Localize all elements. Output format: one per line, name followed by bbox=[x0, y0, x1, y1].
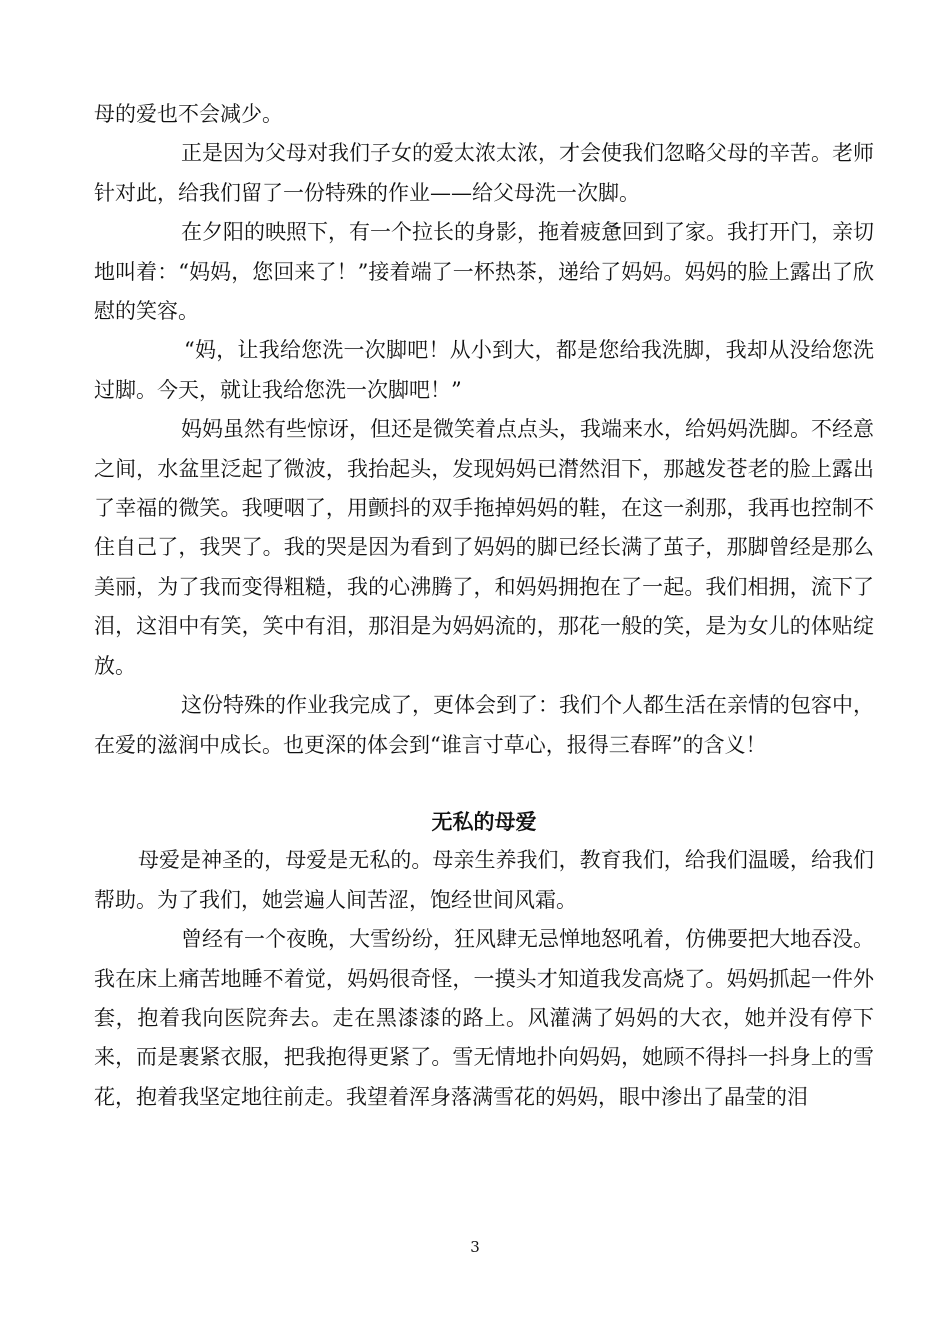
paragraph-conclusion: 这份特殊的作业我完成了，更体会到了：我们个人都生活在亲情的包容中，在爱的滋润中成长。也更深的体会到“谁言寸草心，报得三春晖”的含义！ bbox=[94, 693, 874, 757]
paragraph-snowy-night: 曾经有一个夜晚，大雪纷纷，狂风肆无忌惮地怒吼着，仿佛要把大地吞没。我在床上痛苦地睡不着觉，妈妈很奇怪，一摸头才知道我发高烧了。妈妈抓起一件外套，抱着我向医院奔去。走在黑漆漆的路上。风灌满了妈妈的大衣，她并没有停下来，而是裹紧衣服，把我抱得更紧了。雪无情地扑向妈妈，她顾不得抖一抖身上的雪花，抱着我坚定地往前走。我望着浑身落满雪花的妈妈，眼中渗出了晶莹的泪 bbox=[94, 927, 874, 1109]
document-page bbox=[94, 95, 874, 1117]
section-spacer bbox=[94, 765, 874, 802]
paragraph-washing-feet: 妈妈虽然有些惊讶，但还是微笑着点点头，我端来水，给妈妈洗脚。不经意之间，水盆里泛起了微波，我抬起头，发现妈妈已潸然泪下，那越发苍老的脸上露出了幸福的微笑。我哽咽了，用颤抖的双手拖掉妈妈的鞋，在这一刹那，我再也控制不住自己了，我哭了。我的哭是因为看到了妈妈的脚已经长满了茧子，那脚曾经是那么美丽，为了我而变得粗糙，我的心沸腾了，和妈妈拥抱在了一起。我们相拥，流下了泪，这泪中有笑，笑中有泪，那泪是为妈妈流的，那花一般的笑，是为女儿的体贴绽放。 bbox=[94, 417, 874, 678]
paragraph-continuation: 母的爱也不会减少。 bbox=[94, 102, 283, 126]
paragraph-intro: 母爱是神圣的，母爱是无私的。母亲生养我们，教育我们，给我们温暖，给我们帮助。为了我们，她尝遍人间苦涩，饱经世间风霜。 bbox=[94, 848, 874, 912]
section-title: 无私的母爱 bbox=[431, 808, 537, 834]
paragraph-dialogue: “妈，让我给您洗一次脚吧！从小到大，都是您给我洗脚，我却从没给您洗过脚。今天，就让我给您洗一次脚吧！” bbox=[94, 338, 874, 402]
paragraph-sunset: 在夕阳的映照下，有一个拉长的身影，拖着疲惫回到了家。我打开门，亲切地叫着：“妈妈，您回来了！”接着端了一杯热茶，递给了妈妈。妈妈的脸上露出了欣慰的笑容。 bbox=[94, 220, 874, 324]
paragraph-homework: 正是因为父母对我们子女的爱太浓太浓，才会使我们忽略父母的辛苦。老师针对此，给我们留了一份特殊的作业——给父母洗一次脚。 bbox=[94, 141, 874, 205]
page-number: 3 bbox=[470, 1238, 480, 1256]
